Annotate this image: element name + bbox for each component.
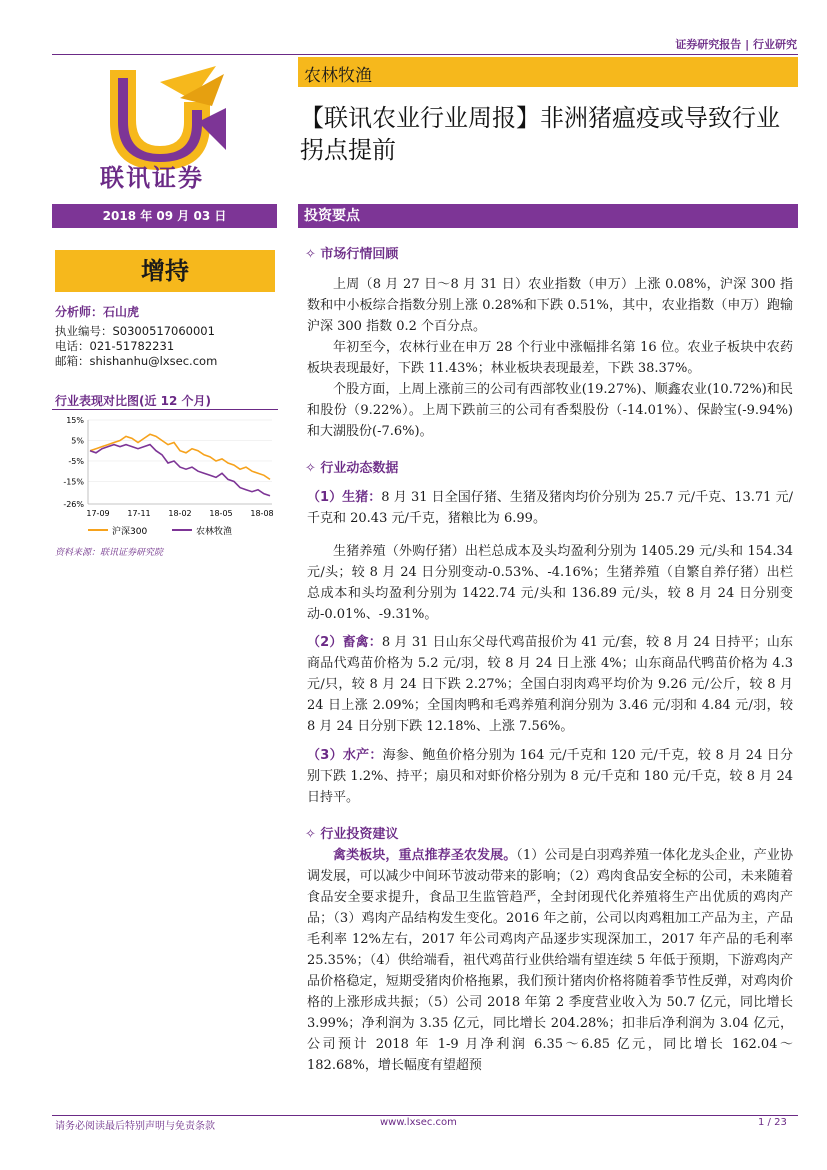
- analyst-name: 分析师：石山虎: [55, 305, 140, 319]
- aquatic-text: 海参、鲍鱼价格分别为 164 元/千克和 120 元/千克，较 8 月 24 日分别下跌 1.2%、持平；扇贝和对虾价格分别为 8 元/千克和 180 元/千克，较 8 月 24 日持平。: [307, 748, 793, 805]
- y-tick-label: 15%: [66, 416, 84, 425]
- report-category: 证券研究报告 | 行业研究: [675, 38, 797, 51]
- rating-badge: 增持: [55, 250, 275, 292]
- para-market-2: 年初至今，农林行业在申万 28 个行业中涨幅排名第 16 位。农业子板块中农药板块表现最好，下跌 11.43%；林业板块表现最差，下跌 38.37%。: [307, 340, 793, 376]
- footer-disclaimer[interactable]: 请务必阅读最后特别声明与免责条款: [55, 1121, 215, 1132]
- para-market-3: 个股方面，上周上涨前三的公司有西部牧业(19.27%)、顺鑫农业(10.72%)和民和股份（9.22%）。上周下跌前三的公司有香梨股份（-14.01%）、保龄宝(-9.94%)和大湖股份(-7.6%)。: [307, 382, 793, 439]
- para-poultry: [307, 632, 793, 737]
- hog-label: （1）生猪：: [307, 490, 382, 505]
- x-tick-label: 18-05: [209, 509, 233, 518]
- para-hog-cost: 生猪养殖（外购仔猪）出栏总成本及头均盈利分别为 1405.29 元/头和 154.34 元/头；较 8 月 24 日分别变动-0.53%、-4.16%；生猪养殖（自繁自养仔猪）出栏总成本和头均盈利分别为 1422.74 元/头和 136.89 元/头，较 8 月 24 日分别变动-0.01%、-9.31%。: [307, 544, 793, 622]
- subhead-market-review-text: 市场行情回顾: [320, 247, 399, 262]
- industry-label: 农林牧渔: [304, 66, 372, 86]
- hog-text: 8 月 31 日全国仔猪、生猪及猪肉均价分别为 25.7 元/千克、13.71 元/千克和 20.43 元/千克，猪粮比为 6.99。: [307, 490, 794, 526]
- y-tick-label: 5%: [71, 436, 84, 446]
- report-title: 【联讯农业行业周报】非洲猪瘟疫或导致行业拐点提前: [300, 104, 780, 164]
- footer-divider: [52, 1115, 798, 1116]
- analyst-email[interactable]: 邮箱：shishanhu@lxsec.com: [55, 354, 218, 368]
- series-line-hs300: [90, 434, 270, 479]
- legend-label-agri: 农林牧渔: [196, 527, 233, 537]
- x-tick-label: 18-08: [250, 509, 274, 518]
- analyst-license: 执业编号：S0300517060001: [55, 324, 215, 338]
- legend-label-hs300: 沪深300: [112, 527, 148, 537]
- subhead-industry-data-text: 行业动态数据: [320, 461, 399, 476]
- investment-highlight: 禽类板块，重点推荐圣农发展。: [333, 848, 517, 863]
- para-market-1: 上周（8 月 27 日～8 月 31 日）农业指数（申万）上涨 0.08%，沪深 300 指数和中小板综合指数分别上涨 0.28%和下跌 0.51%，其中，农业指数（申万）跑输沪深 300 指数 0.2 个百分点。: [307, 277, 793, 334]
- chart-divider: [52, 409, 278, 410]
- aquatic-label: （3）水产：: [307, 748, 383, 763]
- subhead-investment-text: 行业投资建议: [320, 827, 399, 842]
- x-tick-label: 18-02: [168, 509, 192, 518]
- poultry-text: 8 月 31 日山东父母代鸡苗报价为 41 元/套，较 8 月 24 日持平；山东商品代鸡苗价格为 5.2 元/羽，较 8 月 24 日上涨 4%；山东商品代鸭苗价格为 4.3 元/只，较 8 月 24 日下跌 2.27%；全国白羽肉鸡平均价为 9.26 元/公斤，较 8 月 24 日上涨 2.09%；全国肉鸭和毛鸡养殖利润分别为 3.46 元/羽和 4.84 元/羽，较 8 月 24 日分别下跌 12.18%、上涨 7.56%。: [307, 635, 793, 734]
- analyst-phone: 电话：021-51782231: [55, 339, 175, 353]
- y-tick-label: -5%: [68, 456, 84, 466]
- report-date: 2018 年 09 月 03 日: [52, 204, 277, 228]
- section-title: 投资要点: [298, 204, 798, 228]
- para-investment: [307, 845, 793, 1076]
- series-line-agri: [90, 445, 270, 496]
- footer-website[interactable]: www.lxsec.com: [380, 1117, 457, 1128]
- para-hog: [307, 487, 793, 529]
- chart-source: 资料来源：联讯证券研究院: [55, 548, 164, 558]
- subhead-market-review: ✧ 市场行情回顾: [305, 247, 399, 262]
- y-tick-label: -15%: [63, 477, 84, 487]
- header-divider: [52, 54, 798, 55]
- industry-bar: [298, 57, 798, 87]
- para-aquatic: [307, 745, 793, 808]
- subhead-industry-data: ✧ 行业动态数据: [305, 461, 399, 476]
- investment-text: （1）公司是白羽鸡养殖一体化龙头企业，产业协调发展，可以减少中间环节波动带来的影响；（2）鸡肉食品安全标的公司，未来随着食品安全要求提升，食品卫生监管趋严，全封闭现代化养殖将生产出优质的鸡肉产品；（3）鸡肉产品结构发生变化。2016 年之前，公司以肉鸡粗加工产品为主，产品毛利率 12%左右，2017 年公司鸡肉产品逐步实现深加工，2017 年产品的毛利率 25.35%；（4）供给端看，祖代鸡苗行业供给端有望连续 5 年低于预期，下游鸡肉产品价格稳定，短期受猪肉价格拖累，我们预计猪肉价格将随着季节性反弹，对鸡肉价格的上涨形成共振；（5）公司 2018 年第 2 季度营业收入为 50.7 亿元，同比增长 3.99%；净利润为 3.35 亿元，同比增长 204.28%；扣非后净利润为 3.04 亿元，公司预计 2018 年 1-9 月净利润 6.35～6.85 亿元，同比增长 162.04～182.68%，增长幅度有望超预: [307, 848, 793, 1073]
- y-tick-label: -26%: [63, 500, 84, 509]
- chart-title: 行业表现对比图(近 12 个月): [55, 394, 212, 408]
- x-tick-label: 17-09: [86, 509, 110, 518]
- chart-legend: [88, 525, 232, 537]
- performance-chart: [52, 412, 278, 542]
- footer-page: 1 / 23: [758, 1117, 787, 1128]
- subhead-investment: ✧ 行业投资建议: [305, 827, 399, 842]
- poultry-label: （2）畜禽：: [307, 635, 382, 650]
- x-tick-label: 17-11: [127, 509, 151, 518]
- brand-name: 联讯证券: [100, 163, 204, 192]
